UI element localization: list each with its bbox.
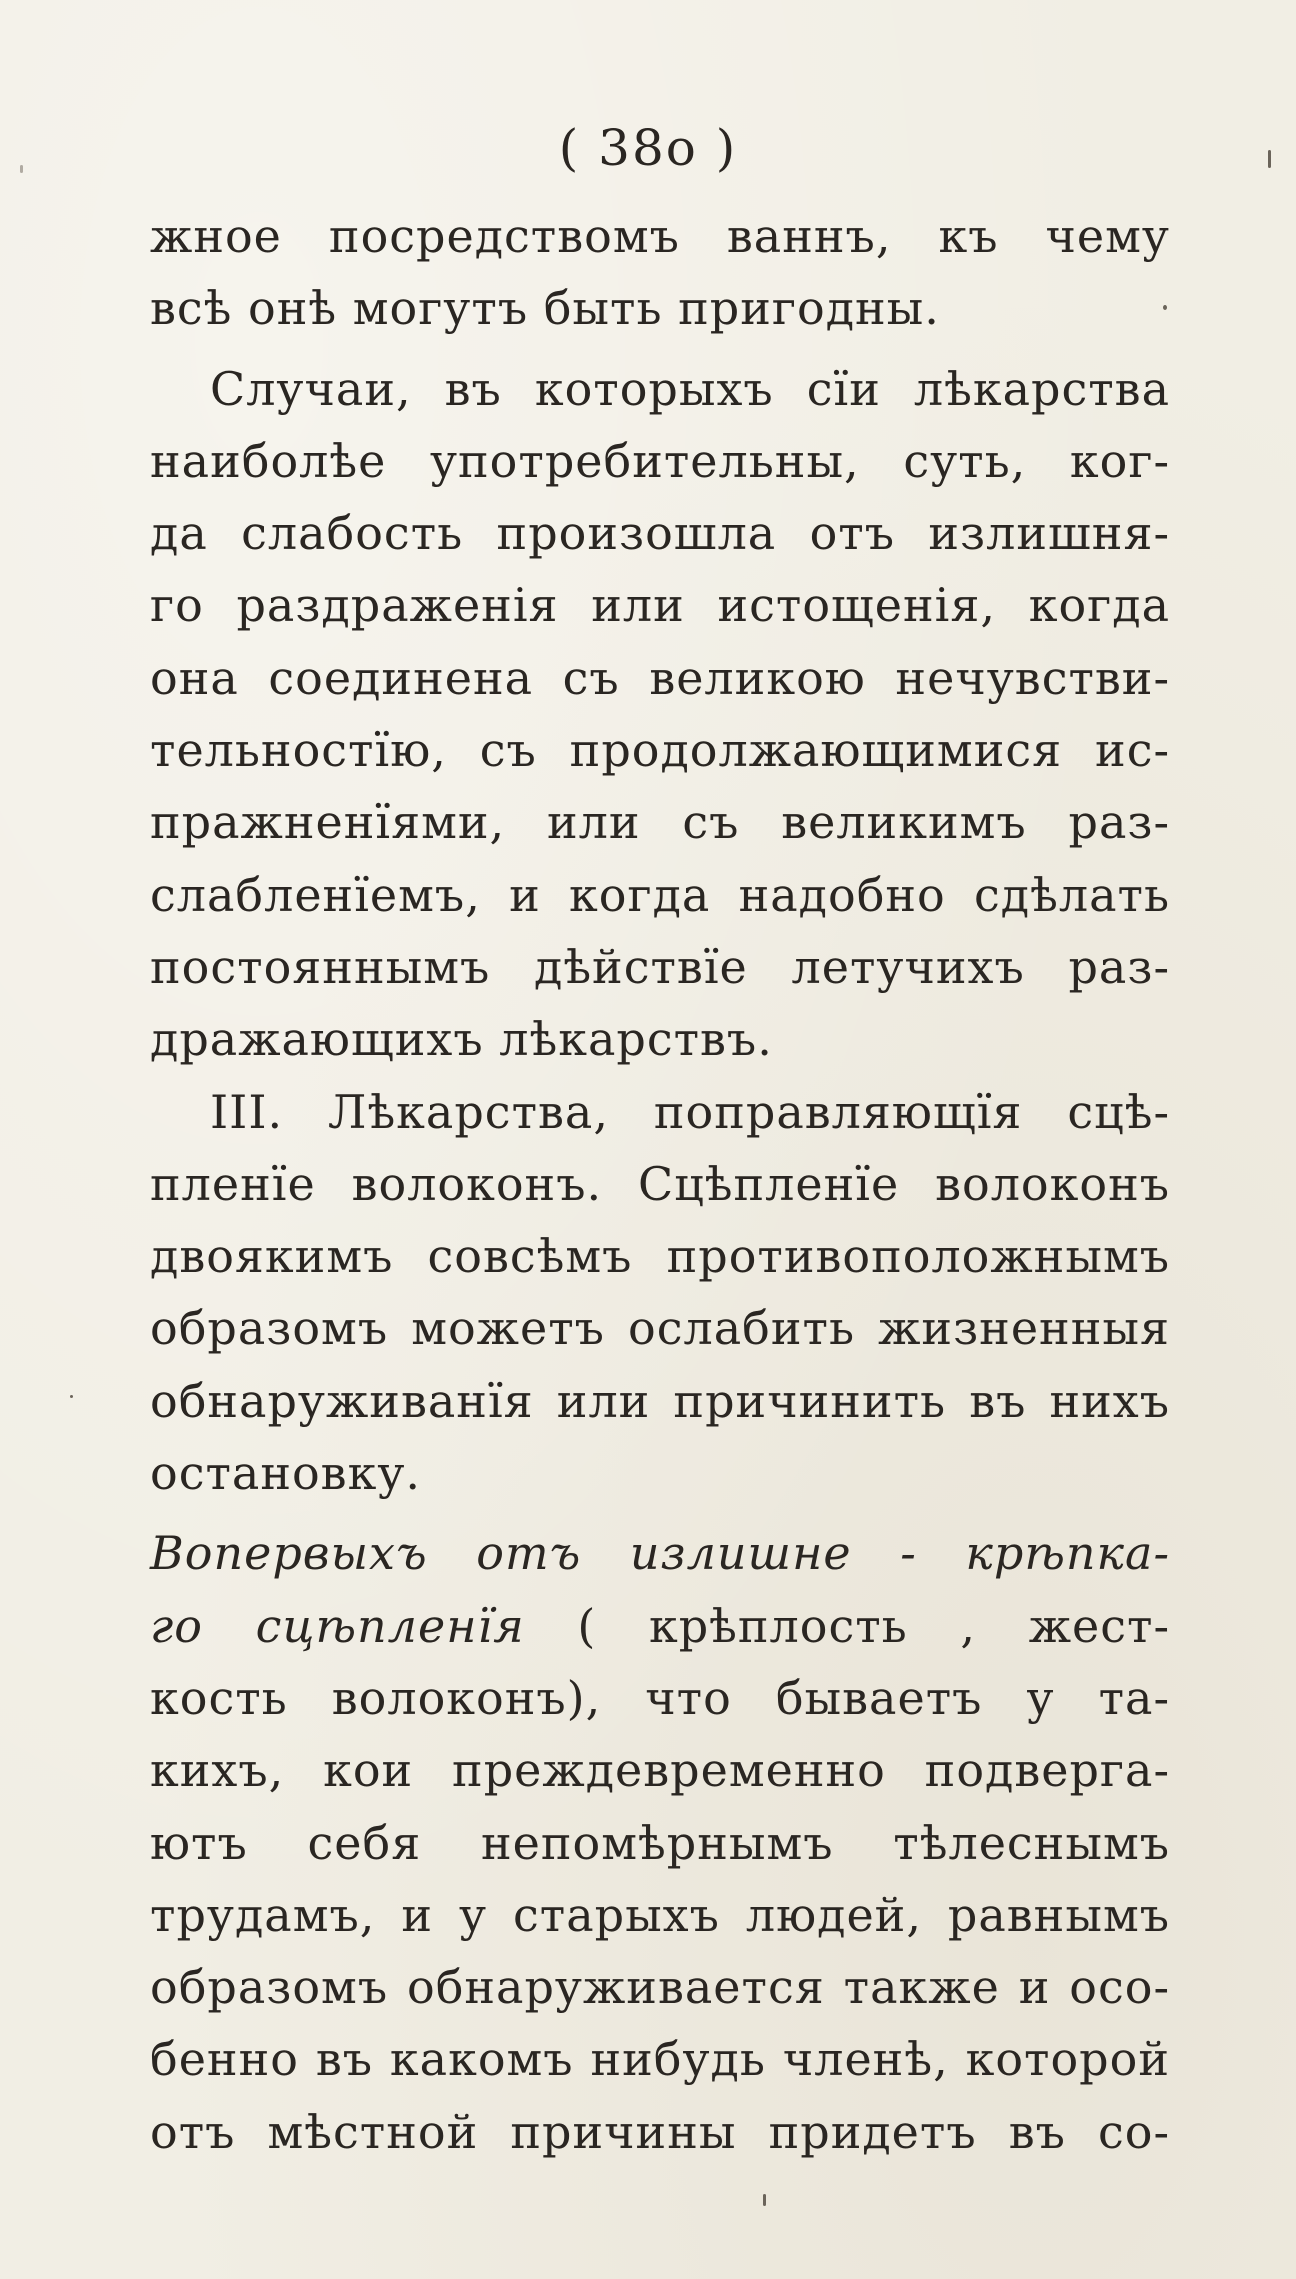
text-line: бенно въ какомъ нибудь членѣ, которой (150, 2032, 1170, 2087)
text-line: пленїе волоконъ. Сцѣпленїе волоконъ (150, 1156, 1170, 1211)
italic-run: го сцѣпленїя (150, 1598, 525, 1653)
text-line: кихъ, кои преждевременно подверга- (150, 1743, 1170, 1798)
text-line: тельностїю, съ продолжающимися ис- (150, 723, 1170, 778)
text-line: она соединена съ великою нечувстви- (150, 650, 1170, 705)
text-line: обнаруживанїя или причинить въ нихъ (150, 1373, 1170, 1428)
text-line: жное посредствомъ ваннъ, къ чему (150, 209, 1170, 263)
text-line: всѣ онѣ могутъ быть пригодны. (150, 281, 940, 336)
text-line: отъ мѣстной причины придетъ въ со- (150, 2104, 1170, 2159)
text-line: двоякимъ совсѣмъ противоположнымъ (150, 1229, 1170, 1284)
paper-speck (70, 1395, 73, 1398)
paper-speck (1268, 150, 1271, 168)
text-line: слабленїемъ, и когда надобно сдѣлать (150, 867, 1170, 922)
page-number: ( 38o ) (558, 119, 738, 177)
body-text (150, 200, 1170, 2168)
text-line: дражающихъ лѣкарствъ. (150, 1012, 773, 1067)
text-line: остановку. (150, 1446, 422, 1501)
text-line: образомъ можетъ ослабить жизненныя (150, 1301, 1170, 1356)
text-line: трудамъ, и у старыхъ людей, равнымъ (150, 1887, 1170, 1942)
text-line: ютъ себя непомѣрнымъ тѣлеснымъ (150, 1815, 1170, 1870)
paper-speck (1163, 305, 1167, 310)
paper-speck (763, 2194, 766, 2206)
text-line: постояннымъ дѣйствїе летучихъ раз- (150, 939, 1170, 994)
paper-speck (20, 165, 23, 173)
text-line: го сцѣпленїя ( крѣплость , жест- (150, 1598, 1170, 1653)
paragraph-start-line: Случаи, въ которыхъ сїи лѣкарства (210, 361, 1170, 416)
italic-heading-line: Вопервыхъ отъ излишне - крѣпка- (150, 1526, 1170, 1581)
text-line: образомъ обнаруживается также и осо- (150, 1960, 1170, 2015)
text-line: да слабость произошла отъ излишня- (150, 506, 1170, 561)
text-line: наиболѣе употребительны, суть, ког- (150, 433, 1170, 488)
text-line: пражненїями, или съ великимъ раз- (150, 795, 1170, 850)
section-heading-line: III. Лѣкарства, поправляющїя сцѣ- (210, 1084, 1170, 1139)
text-line: го раздраженія или истощенія, когда (150, 578, 1170, 633)
text-line: кость волоконъ), что бываетъ у та- (150, 1670, 1170, 1725)
